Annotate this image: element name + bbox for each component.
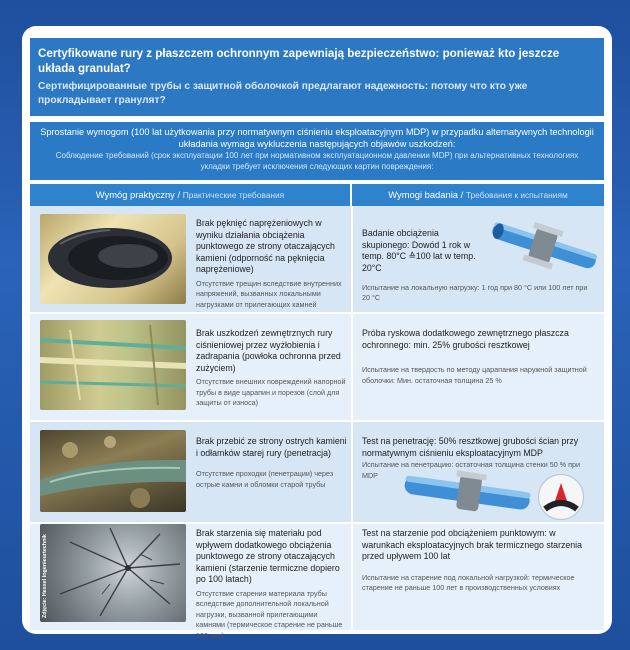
header-title-ru: Сертифицированные трубы с защитной оболочкой предлагают надежность: потому что кто уже прокладывает гранулят? (38, 81, 528, 106)
practical-requirement-3-ru: Отсутствие проходки (пенетрации) через острые камни и обломки старой трубы (196, 469, 334, 489)
test-requirement-1-pl: Badanie obciążenia skupionego: Dowód 1 rok w temp. 80°C ≙100 lat w temp. 20°C (362, 228, 476, 273)
column-header-practical-pl: Wymóg praktyczny (95, 189, 175, 200)
column-header-test-ru: Требования к испытаниям (465, 190, 568, 200)
practical-requirement-4-pl: Brak starzenia się materiału pod wpływem dodatkowego obciążenia punktowego ze strony otaczających kamieni (starzenie termiczne dopiero po 100 latach) (196, 528, 340, 585)
column-header-test (352, 184, 604, 206)
table-row (30, 422, 604, 522)
practical-requirement-2-pl: Brak uszkodzeń zewnętrznych rury ciśnieniowej przez wyżłobienia i zadrapania (powłoka ochronna przed zużyciem) (196, 328, 341, 373)
test-requirement-4-ru: Испытание на старение под локальной нагрузкой: термическое старение не раньше 100 лет в производственных условиях (362, 572, 575, 593)
practical-requirement-3-pl: Brak przebić ze strony ostrych kamieni i odłamków starej rury (penetracja) (196, 436, 347, 458)
intro-banner (30, 122, 604, 180)
column-header-practical-ru: Практические требования (182, 190, 285, 200)
intro-text-ru: Соблюдение требований (срок эксплуатации 100 лет при нормативном эксплуатационном давлении MDP) при альтернативных технологиях укладки требует исключения следующих картин повреждения: (55, 151, 579, 171)
column-header-separator: / (174, 189, 183, 200)
column-header-separator: / (458, 189, 466, 200)
table-row (30, 524, 604, 640)
point-load-test-rig-illustration (488, 212, 600, 280)
practical-requirement-1 (196, 218, 348, 321)
column-divider (351, 206, 353, 630)
aging-photo (40, 524, 186, 622)
practical-requirement-1-ru: Отсутствие трещин вследствие внутренних напряжений, вызванных локальными нагрузками от прилегающих камней (196, 278, 342, 309)
intro-text-pl: Sprostanie wymogom (100 lat użytkowania przy normatywnym ciśnieniu eksploatacyjnym MDP) w przypadku alternatywnych technologii układania wymaga wykluczenia następujących objawów uszkodzeń: (40, 127, 594, 149)
test-requirement-3-ru: Испытание на пенетрацию: остаточная толщина стенки 50 % при MDP (362, 460, 581, 480)
test-requirement-4-pl: Test na starzenie pod obciążeniem punktowym: w warunkach eksploatacyjnych brak termicznego starzenia przed upływem 100 lat (362, 528, 583, 562)
column-header-practical (30, 184, 350, 206)
header-banner (30, 38, 604, 116)
practical-requirement-2 (196, 328, 348, 409)
column-header-test-pl: Wymogi badania (388, 189, 458, 200)
test-requirement-3-pl: Test na penetrację: 50% resztkowej grubości ścian przy normatywnym ciśnieniu eksploatacyjnym MDP (362, 436, 579, 458)
scratch-damage-photo (40, 320, 186, 410)
test-requirement-2-ru: Испытание на твердость по методу царапания наружной защитной оболочки: Мин. остаточная толщина 25 % (362, 365, 587, 385)
practical-requirement-2-ru: Отсутствие внешних повреждений напорной трубы в виде царапин и порезов (слой для защиты от износа) (196, 377, 346, 408)
test-requirement-1-ru-block (362, 280, 596, 304)
practical-requirement-1-pl: Brak pęknięć naprężeniowych w wyniku działania obciążenia punktowego ze strony otaczających kamieni (odporność na pęknięcia naprężeniowe) (196, 218, 335, 275)
stress-crack-photo (40, 214, 186, 304)
test-requirement-1-ru: Испытание на локальную нагрузку: 1 год при 80 °C или 100 лет при 20 °C (362, 283, 588, 303)
test-requirement-2 (362, 328, 596, 386)
practical-requirement-3 (196, 436, 348, 490)
test-requirement-2-pl: Próba ryskowa dodatkowego zewnętrznego płaszcza ochronnego: min. 25% grubości resztkowej (362, 328, 569, 350)
penetration-photo (40, 430, 186, 512)
header-title-pl: Certyfikowane rury z płaszczem ochronnym zapewniają bezpieczeństwo: ponieważ kto jeszcze układa granulat? (38, 47, 560, 75)
photo-credit: Zdjęcie: Hessel Ingenieurtechnik (42, 534, 48, 618)
practical-requirement-4-ru: Отсутствие старения материала трубы вследствие дополнительной локальной нагрузки, вызванной прилегающими камнями (термическое старение не раньше 100 лет) (196, 588, 343, 640)
penetration-test-rig-illustration (402, 470, 532, 518)
infographic-card (22, 26, 612, 640)
test-requirement-4 (362, 528, 596, 594)
practical-requirement-4 (196, 528, 348, 641)
table-row (30, 206, 604, 312)
test-requirement-1 (362, 228, 482, 274)
table-row (30, 314, 604, 420)
penetration-detail-inset (538, 474, 584, 520)
